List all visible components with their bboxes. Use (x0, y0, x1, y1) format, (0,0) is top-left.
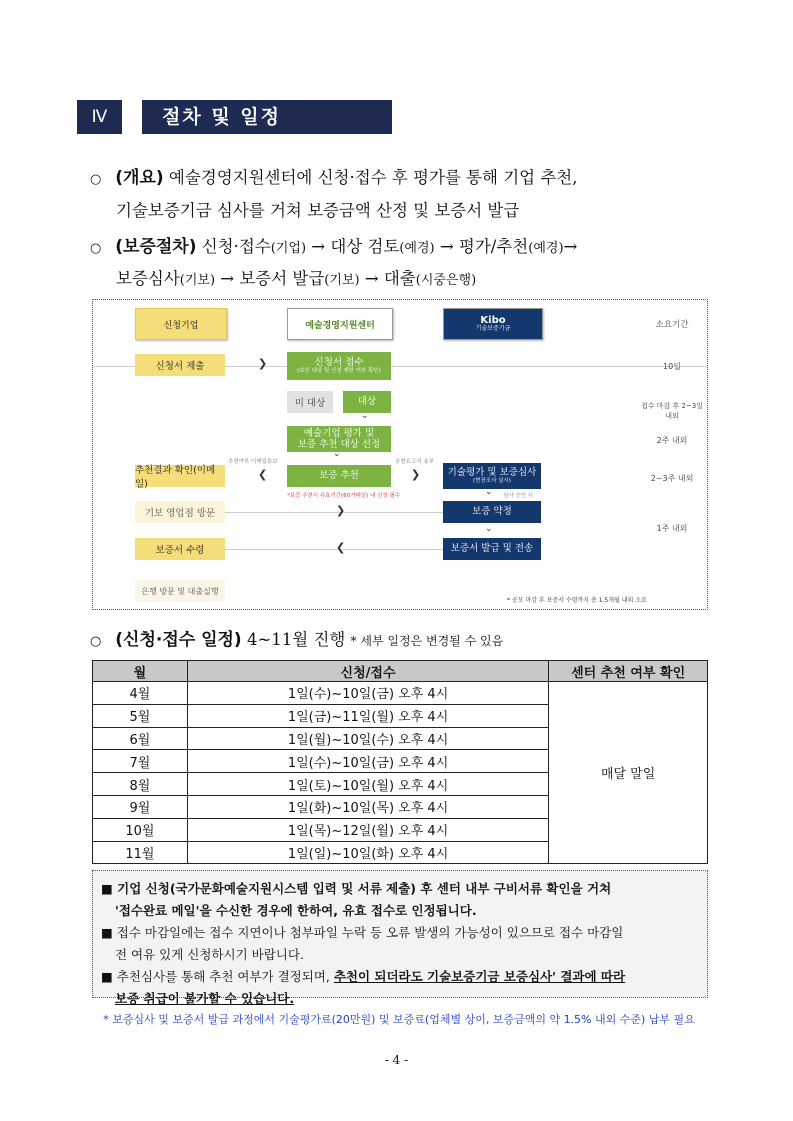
table-row: 4월 1일(수)~10일(금) 오후 4시 매달 말일 (93, 682, 708, 705)
chevron-down-icon: ⌄ (333, 449, 341, 459)
overview-line2: 기술보증기금 심사를 거쳐 보증금액 산정 및 보증서 발급 (116, 201, 520, 220)
step-guarantee-contract: 보증 약정 (443, 501, 541, 523)
step-recommend: 보증 추천 (287, 465, 391, 487)
header-month: 월 (93, 661, 188, 682)
col-center-logo: 예술경영지원센터 (287, 308, 393, 340)
chevron-right-icon: ❯ (336, 504, 346, 517)
row-connector (225, 549, 443, 550)
overview-text1: 예술경영지원센터에 신청·접수 후 평가를 통해 기업 추천, (168, 168, 578, 187)
note-email-notice: 추천여부 이메일통보 (228, 459, 278, 465)
note-report-send: 추천요고서 송부 (395, 459, 434, 465)
note-2a: ■ 접수 마감일에는 접수 지연이나 첨부파일 누락 등 오류 발생의 가능성이 있으므로 접수 마감일 (101, 925, 624, 940)
col-duration: 소요기간 (655, 320, 689, 330)
step-issue-certificate: 보증서 발급 및 전송 (443, 538, 541, 560)
step-tech-eval: 기술평가 및 보증심사 (현장조사 실시) (443, 463, 541, 489)
header-confirm: 센터 추천 여부 확인 (549, 661, 708, 682)
note-1a: ■ 기업 신청(국가문화예술지원시스템 입력 및 서류 제출) 후 센터 내부 구비서류 확인을 거쳐 (101, 881, 612, 896)
bullet-circle-icon: ○ (90, 241, 102, 256)
row-connector (225, 512, 443, 513)
overview-line1 (90, 163, 577, 188)
note-3a: ■ 추천심사를 통해 추천 여부가 결정되며, 추천이 되더라도 기술보증기금 보증심사' 결과에 따라 (101, 969, 626, 984)
procedure-label: (보증절차) (115, 237, 197, 257)
overview-label: (개요) (115, 168, 164, 188)
chevron-down-icon: ⌄ (485, 524, 493, 534)
schedule-text: 4~11월 진행 (246, 630, 346, 649)
step-not-target: 미 대상 (287, 391, 333, 413)
duration-2weeks: 2주 내외 (656, 436, 688, 445)
step-result-confirm: 추천결과 확인(이메일) (135, 465, 225, 487)
chevron-down-icon: ⌄ (361, 411, 369, 421)
duration-2-3days: 접수 마감 후 2~3일 내외 (640, 402, 704, 420)
col-company: 신청기업 (135, 308, 227, 340)
procedure-line2: 보증심사(기보) → 보증서 발급(기보) → 대출(시중은행) (116, 269, 477, 288)
table-row: 6월 1일(월)~10일(수) 오후 4시 (93, 727, 708, 750)
procedure-line1: ○ (보증절차) 신청·접수(기업) → 대상 검토(예경) → 평가/추천(예경)→ (90, 237, 578, 257)
col-kibo-logo: Kibo 기술보증기금 (443, 308, 543, 340)
table-row: 10월 1일(목)~12일(월) 오후 4시 (93, 818, 708, 841)
duration-2-3weeks: 2~3주 내외 (650, 474, 694, 483)
step-target: 대상 (343, 391, 391, 413)
note-1b: '접수완료 메일'을 수신한 경우에 한하여, 유효 접수로 인정됩니다. (115, 903, 477, 918)
table-row: 11월 1일(일)~10일(화) 오후 4시 (93, 841, 708, 864)
step-evaluate: 예술기업 평가 및 보증 추천 대상 선정 (287, 426, 391, 452)
step-receive: 신청서 접수 (보증 대상 및 신청 제한 여부 확인) (287, 352, 391, 380)
bullet-circle-icon: ○ (90, 172, 102, 187)
step-kibo-visit: 기보 영업점 방문 (135, 501, 225, 523)
chevron-down-icon: ⌄ (485, 487, 493, 497)
chevron-right-icon: ❯ (411, 468, 421, 481)
page-number: - 4 - (384, 1053, 409, 1067)
schedule-note: * 세부 일정은 변경될 수 있음 (350, 634, 504, 648)
note-recommend-validity: *보증 추천시 유효기간(60거래일) 내 신청 필수 (287, 493, 401, 499)
step-receive-certificate: 보증서 수령 (135, 538, 225, 560)
bullet-circle-icon: ○ (90, 634, 102, 649)
note-2b: 전 여유 있게 신청하시기 바랍니다. (115, 947, 304, 962)
note-fee: * 보증심사 및 보증서 발급 과정에서 기술평가료(20만원) 및 보증료(업체별 상이, 보증금액의 약 1.5% 내외 수준) 납부 필요 (103, 1013, 695, 1026)
table-row: 7월 1일(수)~10일(금) 오후 4시 (93, 750, 708, 773)
duration-10days: 10일 (663, 362, 681, 371)
duration-1week: 1주 내외 (656, 524, 688, 533)
notes-box (92, 870, 708, 1026)
chevron-right-icon: ❯ (258, 357, 268, 370)
table-row: 9월 1일(화)~10일(목) 오후 4시 (93, 795, 708, 818)
step-bank-visit: 은행 방문 및 대출실행 (135, 580, 225, 602)
flow-footnote: * 공모 마감 후 보증서 수령까지 총 1.5개월 내외 소요 (507, 597, 647, 604)
schedule-label: (신청·접수 일정) (115, 630, 242, 650)
section-number: Ⅳ (77, 100, 122, 134)
chevron-left-icon: ❮ (258, 468, 268, 481)
confirm-cell: 매달 말일 (549, 682, 708, 864)
section-title: 절차 및 일정 (142, 100, 392, 134)
step-submit: 신청서 제출 (135, 354, 225, 376)
table-header-row (93, 661, 708, 682)
note-3b: 보증 취급이 불가할 수 있습니다. (115, 991, 295, 1006)
schedule-line (90, 625, 503, 650)
schedule-table (92, 660, 708, 864)
chevron-left-icon: ❮ (336, 541, 346, 554)
note-approval: 심사 승인 시 (503, 493, 534, 499)
table-row: 5월 1일(금)~11일(월) 오후 4시 (93, 704, 708, 727)
table-row: 8월 1일(토)~10일(월) 오후 4시 (93, 773, 708, 796)
header-application: 신청/접수 (187, 661, 548, 682)
procedure-flow-diagram (92, 299, 708, 610)
